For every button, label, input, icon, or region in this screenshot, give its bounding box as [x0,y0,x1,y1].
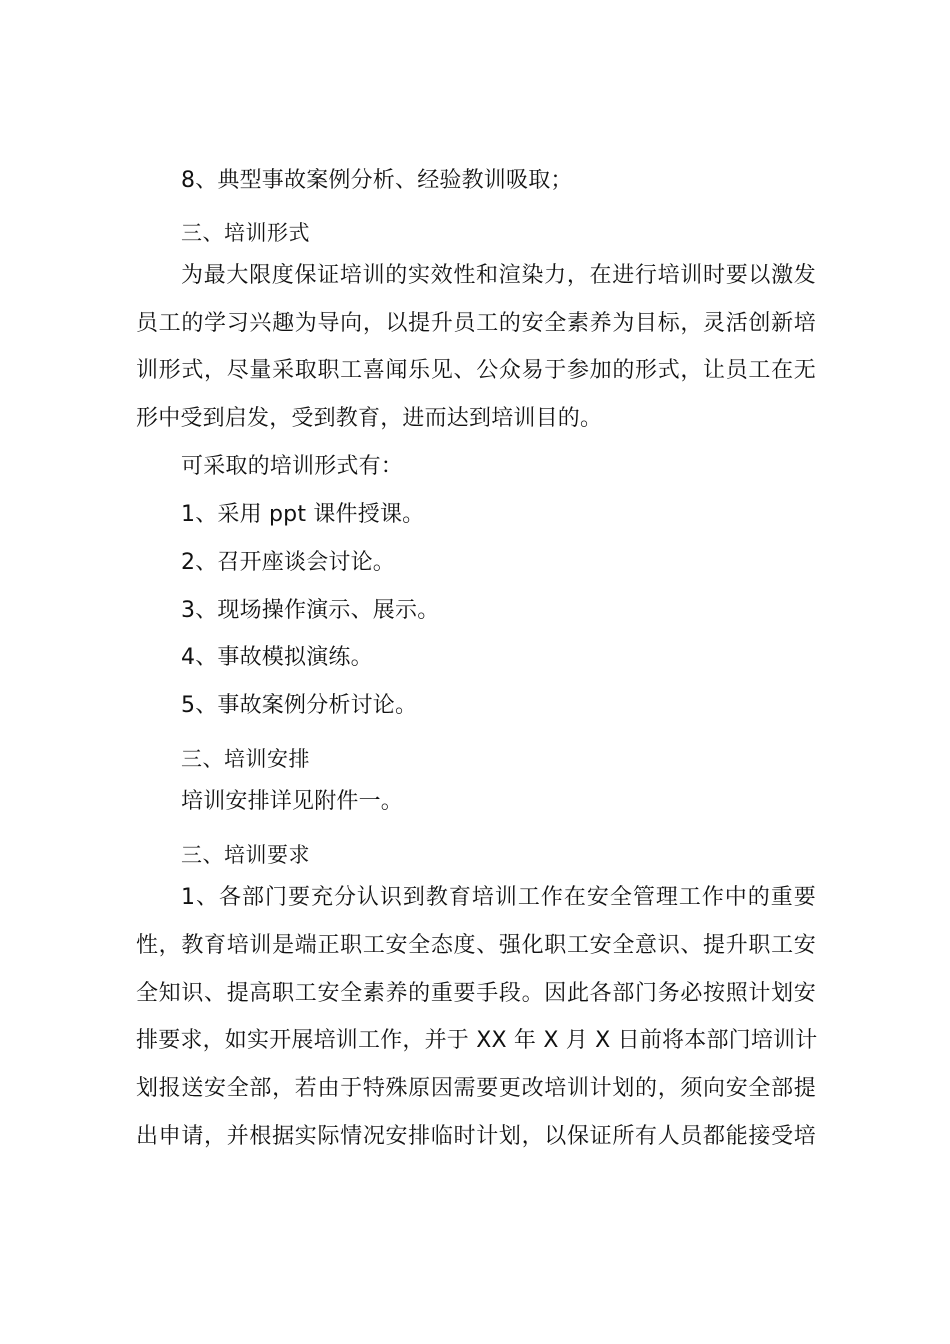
paragraph-line: 培训安排详见附件一。 [181,789,404,814]
paragraph-line: 员工的学习兴趣为导向，以提升员工的安全素养为目标，灵活创新培 [136,311,816,336]
list-item: 1、采用 ppt 课件授课。 [181,502,425,527]
paragraph-line: 可采取的培训形式有： [181,454,404,479]
paragraph-line: 训形式，尽量采取职工喜闻乐见、公众易于参加的形式，让员工在无 [136,358,816,383]
list-item: 3、现场操作演示、展示。 [181,598,440,623]
section-heading-training-arrangement: 三、培训安排 [181,747,310,771]
list-item: 2、召开座谈会讨论。 [181,550,395,575]
section-heading-training-form: 三、培训形式 [181,221,310,245]
paragraph-line: 全知识、提高职工安全素养的重要手段。因此各部门务必按照计划安 [136,981,816,1006]
section-heading-training-requirements: 三、培训要求 [181,843,310,867]
list-item-8: 8、典型事故案例分析、经验教训吸取； [181,168,573,193]
paragraph-line: 形中受到启发，受到教育，进而达到培训目的。 [136,406,603,431]
list-item: 5、事故案例分析讨论。 [181,693,418,718]
paragraph-line: 性，教育培训是端正职工安全态度、强化职工安全意识、提升职工安 [136,933,816,958]
paragraph-line: 划报送安全部，若由于特殊原因需要更改培训计划的，须向安全部提 [136,1076,816,1101]
paragraph-line: 为最大限度保证培训的实效性和渲染力，在进行培训时要以激发 [181,263,816,288]
list-item: 4、事故模拟演练。 [181,645,373,670]
paragraph-line: 1、各部门要充分认识到教育培训工作在安全管理工作中的重要 [181,885,816,910]
paragraph-line: 出申请，并根据实际情况安排临时计划，以保证所有人员都能接受培 [136,1124,816,1149]
paragraph-line: 排要求，如实开展培训工作，并于 XX 年 X 月 X 日前将本部门培训计 [136,1028,818,1053]
